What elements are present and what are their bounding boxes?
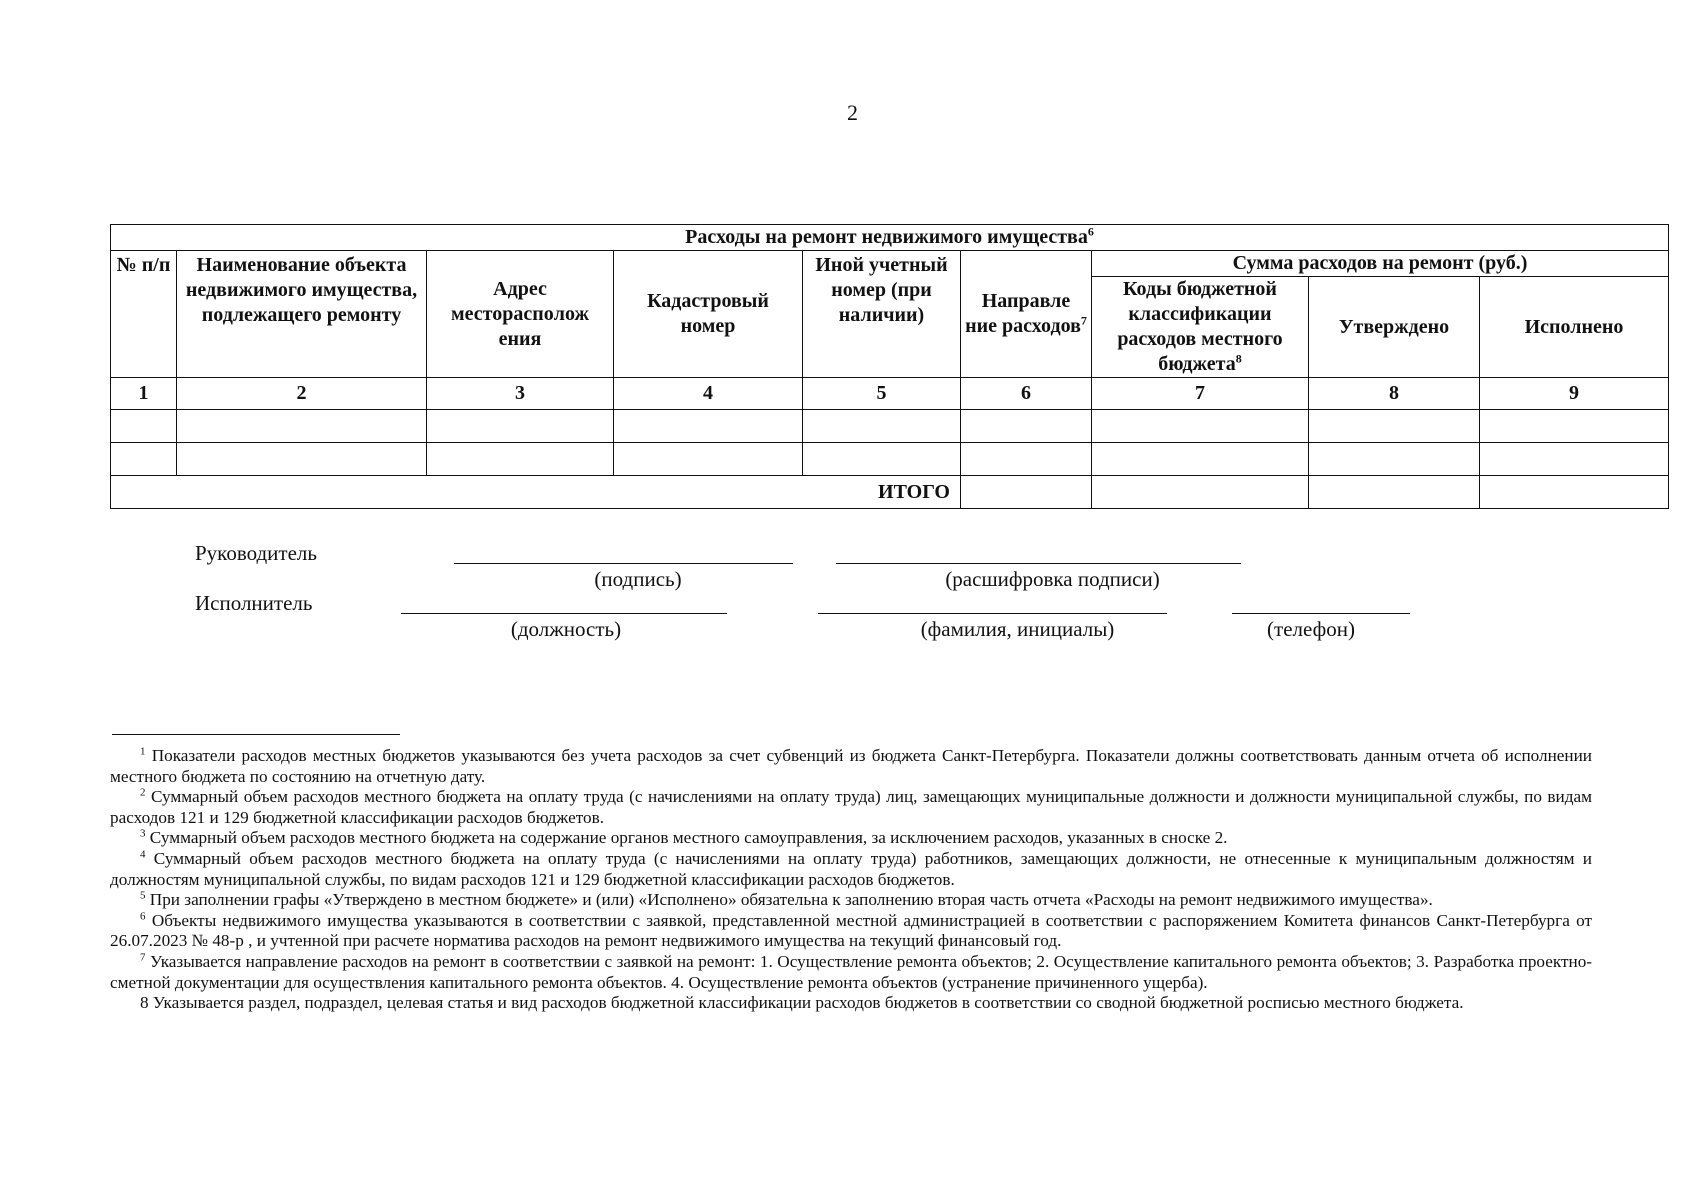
head-name-line [836,563,1241,564]
head-signature-line [454,563,793,564]
header-other-number: Иной учетный номер (при наличии) [803,251,961,378]
header-budget-codes-text: Коды бюджетной классификации расходов местного бюджета [1117,278,1283,375]
footnote [110,890,1592,911]
page-number: 2 [847,100,858,125]
footnote [110,911,1592,952]
footnote-text: Объекты недвижимого имущества указываются в соответствии с заявкой, представленной местной администрацией в соответствии с распоряжением Комитета финансов Санкт-Петербурга от 26.07.2023 № 48-р , и учтенной при расчете норматива расходов на ремонт недвижимого имущества на текущий финансовый год. [110,910,1593,951]
executor-name-caption: (фамилия, инициалы) [920,617,1115,641]
table-cell [961,410,1092,443]
table-cell [803,410,961,443]
table-cell [1480,476,1669,509]
header-executed: Исполнено [1480,277,1669,378]
footnote-mark: 2 [140,786,146,799]
table-cell [1092,410,1309,443]
table-title-text: Расходы на ремонт недвижимого имущества [685,226,1088,248]
table-cell [1480,410,1669,443]
footnote-mark: 8 [140,993,149,1013]
table-cell [177,443,427,476]
table-cell [111,443,177,476]
table-cell [961,476,1092,509]
column-number: 4 [614,378,803,410]
column-number: 6 [961,378,1092,410]
column-number: 3 [427,378,614,410]
header-address: Адрес местораспoлож ения [427,251,614,378]
footnote-mark: 4 [140,848,146,861]
executor-phone-caption: (телефон) [1267,617,1355,641]
executor-phone-line [1232,613,1410,614]
table-cell [111,410,177,443]
footnote-text: Суммарный объем расходов местного бюджета на содержание органов местного самоуправления, за исключением расходов, указанных в сноске 2. [149,828,1228,848]
head-name-caption: (расшифровка подписи) [945,567,1160,591]
repair-expenses-table [110,224,1669,509]
footnote-text: Показатели расходов местных бюджетов указываются без учета расходов за счет субвенций из бюджета Санкт-Петербурга. Показатели должны соответствовать данным отчета об исполнении местного бюджета по состоянию на отчетную дату. [110,746,1593,786]
table-cell [803,443,961,476]
table-cell [427,410,614,443]
header-sum-group: Сумма расходов на ремонт (руб.) [1092,251,1669,277]
footnote [110,952,1592,993]
header-budget-codes-footnote-mark: 8 [1235,351,1242,366]
head-label: Руководитель [195,541,317,565]
executor-position-line [401,613,727,614]
column-number: 8 [1309,378,1480,410]
header-direction-footnote-mark: 7 [1080,313,1087,328]
footnote-mark: 6 [140,910,146,923]
executor-position-caption: (должность) [510,617,622,641]
table-cell [1309,410,1480,443]
footnote-mark: 5 [140,889,146,902]
header-budget-codes [1092,277,1309,378]
table-row [111,443,1669,476]
header-direction [961,251,1092,378]
head-sign-caption: (подпись) [594,567,682,591]
footnote-mark: 1 [140,745,146,758]
total-label: ИТОГО [111,476,961,509]
table-cell [1309,476,1480,509]
footnote-text: Указывается раздел, подраздел, целевая статья и вид расходов бюджетной классификации расходов бюджетов в соответствии со сводной бюджетной росписью местного бюджета. [152,993,1464,1013]
column-number: 1 [111,378,177,410]
footnote [110,849,1592,890]
footnote [110,993,1592,1014]
footnotes [110,746,1592,1014]
footnote-mark: 3 [140,827,146,840]
footnote-mark: 7 [140,951,146,964]
table-cell [614,410,803,443]
header-direction-text: Направле ние расходов [965,290,1081,337]
footnote-separator [112,734,400,735]
header-cadastral: Кадастровый номер [614,251,803,378]
column-numbers-row [111,378,1669,410]
executor-label: Исполнитель [195,591,313,615]
table-row [111,410,1669,443]
footnote-text: Суммарный объем расходов местного бюджета на оплату труда (с начислениями на оплату труда) работников, замещающих должности, не отнесенные к муниципальным должностям и должностям муниципальной службы, по видам расходов 121 и 129 бюджетной классификации расходов бюджетов. [110,848,1592,889]
table-title [111,225,1669,251]
footnote [110,787,1592,828]
column-number: 5 [803,378,961,410]
total-row [111,476,1669,509]
table-cell [614,443,803,476]
header-approved: Утверждено [1309,277,1480,378]
table-cell [1092,476,1309,509]
table-cell [1309,443,1480,476]
footnote [110,746,1592,787]
table-cell [1480,443,1669,476]
footnote-text: При заполнении графы «Утверждено в местном бюджете» и (или) «Исполнено» обязательна к заполнению вторая часть отчета «Расходы на ремонт недвижимого имущества». [149,890,1433,910]
table-cell [177,410,427,443]
footnote [110,828,1592,849]
column-number: 7 [1092,378,1309,410]
executor-name-line [818,613,1167,614]
column-number: 9 [1480,378,1669,410]
table-cell [427,443,614,476]
column-number: 2 [177,378,427,410]
header-object-name: Наименование объекта недвижимого имущества, подлежащего ремонту [177,251,427,378]
table-cell [1092,443,1309,476]
table-cell [961,443,1092,476]
table-title-footnote-mark: 6 [1087,224,1094,239]
footnote-text: Суммарный объем расходов местного бюджета на оплату труда (с начислениями на оплату труда) лиц, замещающих муниципальные должности и должности муниципальной службы, по видам расходов 121 и 129 бюджетной классификации расходов бюджетов. [110,787,1592,827]
footnote-text: Указывается направление расходов на ремонт в соответствии с заявкой на ремонт: 1. Осуществление ремонта объектов; 2. Осуществление капитального ремонта объектов; 3. Разработка проектно-сметной документации для осуществления капитального ремонта объектов. 4. Осуществление ремонта объектов (устранение причиненного ущерба). [110,951,1593,992]
header-num: № п/п [111,251,177,378]
